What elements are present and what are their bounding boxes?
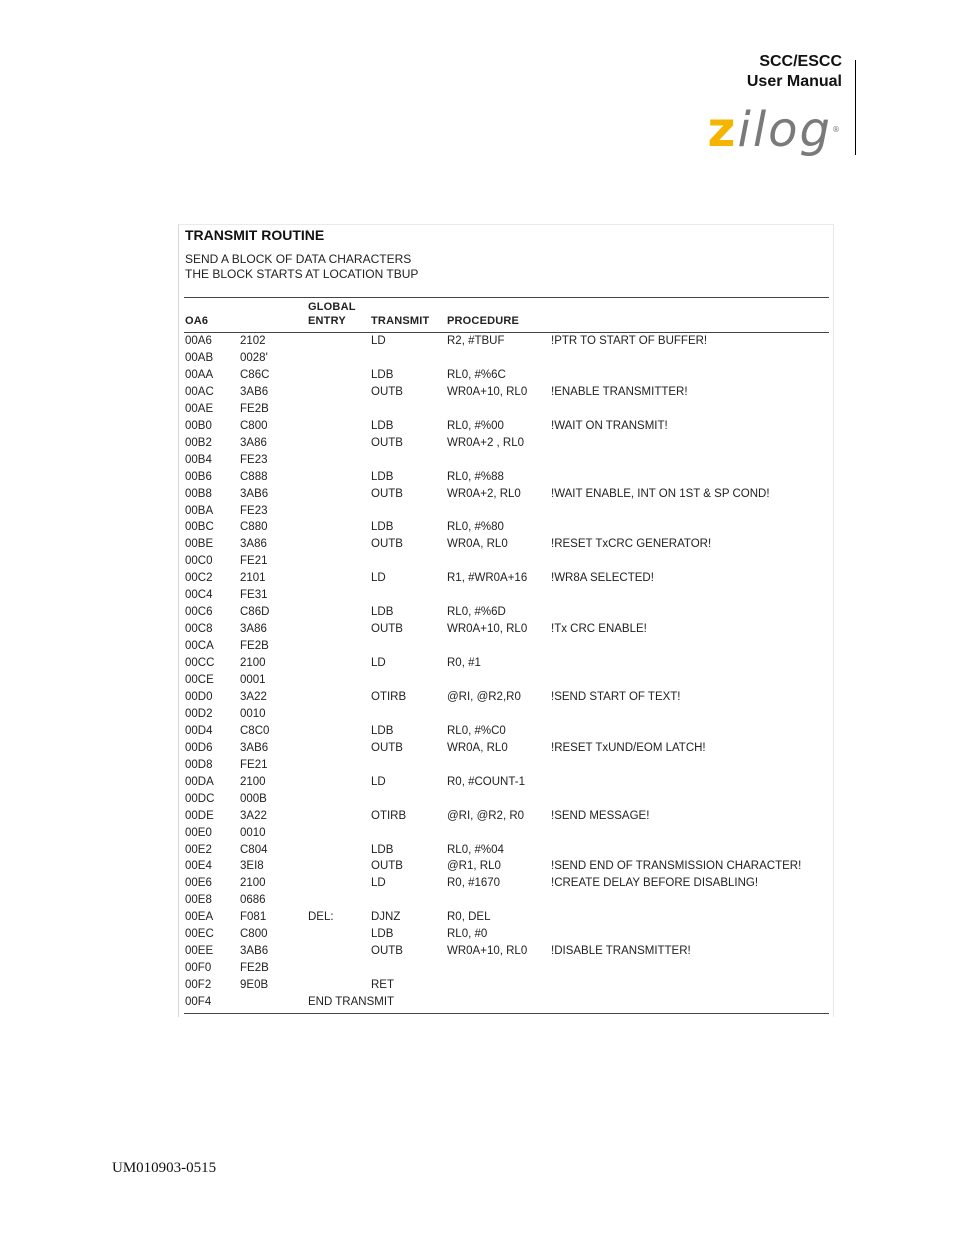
row-machine-code: C86D	[240, 606, 270, 619]
row-machine-code: FE2B	[240, 640, 269, 653]
listing-description-line-1: SEND A BLOCK OF DATA CHARACTERS	[185, 252, 412, 266]
row-machine-code: 2100	[240, 775, 266, 788]
row-operand: R0, #1	[447, 657, 481, 670]
row-address: 00BC	[185, 521, 214, 534]
column-header-entry-line-2: ENTRY	[308, 315, 346, 327]
row-instruction: OUTB	[371, 538, 403, 551]
listing-row	[179, 994, 833, 1011]
listing-row	[179, 943, 833, 960]
row-comment: !RESET TxUND/EOM LATCH!	[551, 741, 706, 754]
row-address: 00B4	[185, 453, 212, 466]
zilog-logo	[708, 104, 842, 156]
row-address: 00C8	[185, 623, 213, 636]
row-instruction: LD	[371, 572, 386, 585]
row-comment: !DISABLE TRANSMITTER!	[551, 945, 691, 958]
row-instruction: LDB	[371, 368, 394, 381]
row-machine-code: C880	[240, 521, 268, 534]
listing-row	[179, 757, 833, 774]
row-machine-code: 3A22	[240, 690, 267, 703]
listing-end-rule	[184, 1013, 829, 1014]
row-instruction: LD	[371, 335, 386, 347]
listing-row	[179, 401, 833, 418]
logo-letters: ilog	[737, 102, 832, 158]
row-address: 00D6	[185, 741, 213, 754]
listing-row	[179, 909, 833, 926]
row-machine-code: 9E0B	[240, 979, 269, 992]
row-machine-code: C804	[240, 843, 268, 856]
listing-row	[179, 977, 833, 994]
listing-row	[179, 503, 833, 520]
row-operand: WR0A+2, RL0	[447, 487, 521, 500]
row-machine-code: 3AB6	[240, 487, 269, 500]
listing-row	[179, 926, 833, 943]
listing-row	[179, 842, 833, 859]
row-operand: RL0, #%80	[447, 521, 504, 534]
listing-row	[179, 825, 833, 842]
row-machine-code: 0001	[240, 674, 266, 686]
listing-row	[179, 740, 833, 757]
listing-row	[179, 689, 833, 706]
row-machine-code: FE2B	[240, 402, 269, 415]
row-machine-code: 0010	[240, 826, 266, 839]
row-comment: !SEND START OF TEXT!	[551, 690, 681, 703]
listing-row	[179, 350, 833, 367]
row-machine-code: 2100	[240, 657, 266, 670]
row-address: 00E8	[185, 894, 212, 907]
row-address: 00E6	[185, 877, 212, 890]
row-instruction: LDB	[371, 606, 394, 619]
row-comment: !SEND END OF TRANSMISSION CHARACTER!	[551, 860, 802, 873]
column-header-instruction: TRANSMIT	[371, 315, 430, 327]
row-comment: !CREATE DELAY BEFORE DISABLING!	[551, 877, 759, 890]
row-instruction: OTIRB	[371, 809, 407, 822]
row-instruction: OUTB	[371, 623, 403, 636]
row-machine-code: FE31	[240, 589, 268, 602]
row-operand: RL0, #%6C	[447, 368, 506, 381]
row-machine-code: 2100	[240, 877, 266, 890]
row-machine-code: F081	[240, 911, 267, 924]
row-address: 00C4	[185, 589, 213, 602]
row-operand: @RI, @R2, R0	[447, 809, 525, 822]
listing-row	[179, 604, 833, 621]
listing-row	[179, 638, 833, 655]
row-machine-code: 3EI8	[240, 860, 264, 873]
row-instruction: LD	[371, 877, 386, 890]
row-operand: WR0A+2 , RL0	[447, 436, 525, 449]
logo-registered-mark: ®	[832, 125, 842, 134]
row-operand: @RI, @R2,R0	[447, 690, 521, 703]
row-instruction: LDB	[371, 470, 394, 483]
listing-row	[179, 587, 833, 604]
listing-row	[179, 367, 833, 384]
row-instruction: OUTB	[371, 385, 403, 398]
row-machine-code: 3AB6	[240, 385, 269, 398]
listing-row	[179, 435, 833, 452]
listing-row	[179, 469, 833, 486]
row-machine-code: FE2B	[240, 962, 269, 975]
column-header-address: OA6	[185, 315, 209, 327]
listing-row	[179, 808, 833, 825]
row-instruction: OUTB	[371, 860, 403, 873]
row-machine-code: 3A86	[240, 436, 267, 449]
row-instruction: LDB	[371, 928, 394, 941]
row-operand: RL0, #%6D	[447, 606, 506, 619]
row-address: 00C2	[185, 572, 213, 585]
row-machine-code: 0010	[240, 707, 266, 720]
row-machine-code: 3A22	[240, 809, 267, 822]
header-title: SCC/ESCC	[759, 53, 842, 70]
row-address: 00E4	[185, 860, 212, 873]
listing-row	[179, 333, 833, 350]
row-address: 00D2	[185, 707, 213, 720]
header-divider	[855, 60, 856, 155]
listing-row	[179, 384, 833, 401]
row-instruction: OUTB	[371, 741, 403, 754]
row-instruction: LD	[371, 775, 386, 788]
row-address: 00F4	[185, 996, 212, 1009]
listing-row	[179, 553, 833, 570]
row-address: 00D8	[185, 758, 213, 771]
row-operand: WR0A+10, RL0	[447, 623, 528, 636]
row-operand: R0, #1670	[447, 877, 501, 890]
row-address: 00B2	[185, 436, 212, 449]
row-machine-code: 3A86	[240, 538, 267, 551]
row-instruction: LDB	[371, 521, 394, 534]
row-comment: !PTR TO START OF BUFFER!	[551, 335, 708, 347]
row-operand: WR0A+10, RL0	[447, 385, 528, 398]
listing-row	[179, 621, 833, 638]
row-address: 00DE	[185, 809, 214, 822]
row-instruction: LDB	[371, 724, 394, 737]
row-machine-code: FE23	[240, 453, 268, 466]
row-machine-code: 2102	[240, 335, 266, 347]
row-instruction: DJNZ	[371, 911, 401, 924]
listing-row	[179, 655, 833, 672]
row-address: 00A6	[185, 335, 212, 347]
listing-row	[179, 892, 833, 909]
row-address: 00CA	[185, 640, 214, 653]
row-comment: !RESET TxCRC GENERATOR!	[551, 538, 712, 551]
header-subtitle: User Manual	[746, 73, 842, 90]
row-machine-code: 0028'	[240, 351, 268, 364]
listing-row	[179, 486, 833, 503]
row-address: 00EA	[185, 911, 214, 924]
row-address: 00EE	[185, 945, 214, 958]
code-listing	[178, 224, 834, 1017]
row-address: 00CC	[185, 657, 215, 670]
listing-row	[179, 519, 833, 536]
row-address: 00B6	[185, 470, 212, 483]
row-instruction: OUTB	[371, 945, 403, 958]
listing-row	[179, 858, 833, 875]
listing-row	[179, 706, 833, 723]
listing-row	[179, 536, 833, 553]
row-machine-code: C800	[240, 928, 268, 941]
row-address: 00E2	[185, 843, 212, 856]
row-address: 00BA	[185, 504, 214, 517]
row-comment: !ENABLE TRANSMITTER!	[551, 385, 688, 398]
listing-row	[179, 672, 833, 689]
row-operand: R0, DEL	[447, 911, 491, 924]
row-address: 00C6	[185, 606, 213, 619]
listing-description-line-2: THE BLOCK STARTS AT LOCATION TBUP	[185, 267, 419, 281]
row-address: 00AE	[185, 402, 214, 415]
row-operand: RL0, #%88	[447, 470, 504, 483]
row-machine-code: 0686	[240, 894, 266, 907]
row-machine-code: FE21	[240, 758, 268, 771]
row-address: 00F2	[185, 979, 212, 992]
row-machine-code: 2101	[240, 572, 266, 585]
row-address: 00AB	[185, 351, 214, 364]
listing-row	[179, 960, 833, 977]
header-top-rule	[184, 297, 829, 298]
row-address: 00B8	[185, 487, 212, 500]
row-operand: @R1, RL0	[447, 860, 501, 873]
row-machine-code: FE21	[240, 555, 268, 568]
row-instruction: OUTB	[371, 436, 403, 449]
row-machine-code: C8C0	[240, 724, 270, 737]
row-machine-code: 3A86	[240, 623, 267, 636]
listing-row	[179, 723, 833, 740]
row-operand: RL0, #%00	[447, 419, 504, 432]
row-address: 00E0	[185, 826, 212, 839]
listing-row	[179, 418, 833, 435]
row-instruction: LDB	[371, 843, 394, 856]
listing-row	[179, 452, 833, 469]
row-address: 00CE	[185, 674, 214, 686]
row-comment: !WR8A SELECTED!	[551, 572, 654, 585]
document-id: UM010903-0515	[112, 1160, 217, 1176]
column-header-entry-line-1: GLOBAL	[308, 301, 356, 313]
page-header	[747, 52, 842, 92]
row-machine-code: C800	[240, 419, 268, 432]
row-operand: RL0, #%04	[447, 843, 504, 856]
row-address: 00BE	[185, 538, 214, 551]
row-comment: !WAIT ENABLE, INT ON 1ST & SP COND!	[551, 487, 770, 500]
row-address: 00C0	[185, 555, 213, 568]
row-address: 00D0	[185, 690, 213, 703]
row-address: 00D4	[185, 724, 213, 737]
row-operand: R0, #COUNT-1	[447, 775, 525, 788]
row-machine-code: C86C	[240, 368, 270, 381]
logo-letter-z: z	[707, 102, 738, 158]
listing-row	[179, 774, 833, 791]
row-machine-code: FE23	[240, 504, 268, 517]
column-header-operand: PROCEDURE	[447, 315, 520, 327]
row-operand: WR0A+10, RL0	[447, 945, 528, 958]
row-operand: RL0, #0	[447, 928, 488, 941]
row-comment: !WAIT ON TRANSMIT!	[551, 419, 668, 432]
row-entry-label: DEL:	[308, 911, 334, 924]
row-address: 00F0	[185, 962, 212, 975]
row-instruction: OUTB	[371, 487, 403, 500]
row-operand: RL0, #%C0	[447, 724, 506, 737]
row-address: 00DA	[185, 775, 214, 788]
row-address: 00DC	[185, 792, 215, 805]
row-instruction: OTIRB	[371, 690, 407, 703]
row-instruction: LD	[371, 657, 386, 670]
listing-row	[179, 570, 833, 587]
row-machine-code: C888	[240, 470, 268, 483]
listing-row	[179, 875, 833, 892]
listing-row	[179, 791, 833, 808]
row-address: 00AC	[185, 385, 214, 398]
row-address: 00AA	[185, 368, 214, 381]
row-instruction: LDB	[371, 419, 394, 432]
row-comment: !Tx CRC ENABLE!	[551, 623, 647, 636]
row-address: 00B0	[185, 419, 212, 432]
row-machine-code: 3AB6	[240, 945, 269, 958]
row-comment: !SEND MESSAGE!	[551, 809, 650, 822]
row-operand: WR0A, RL0	[447, 538, 508, 551]
listing-title: TRANSMIT ROUTINE	[185, 227, 325, 243]
row-instruction: RET	[371, 979, 394, 992]
row-address: 00EC	[185, 928, 214, 941]
row-entry-label: END TRANSMIT	[308, 996, 395, 1009]
row-operand: R1, #WR0A+16	[447, 572, 528, 585]
row-operand: WR0A, RL0	[447, 741, 508, 754]
row-machine-code: 000B	[240, 792, 267, 805]
row-machine-code: 3AB6	[240, 741, 269, 754]
row-operand: R2, #TBUF	[447, 335, 505, 347]
